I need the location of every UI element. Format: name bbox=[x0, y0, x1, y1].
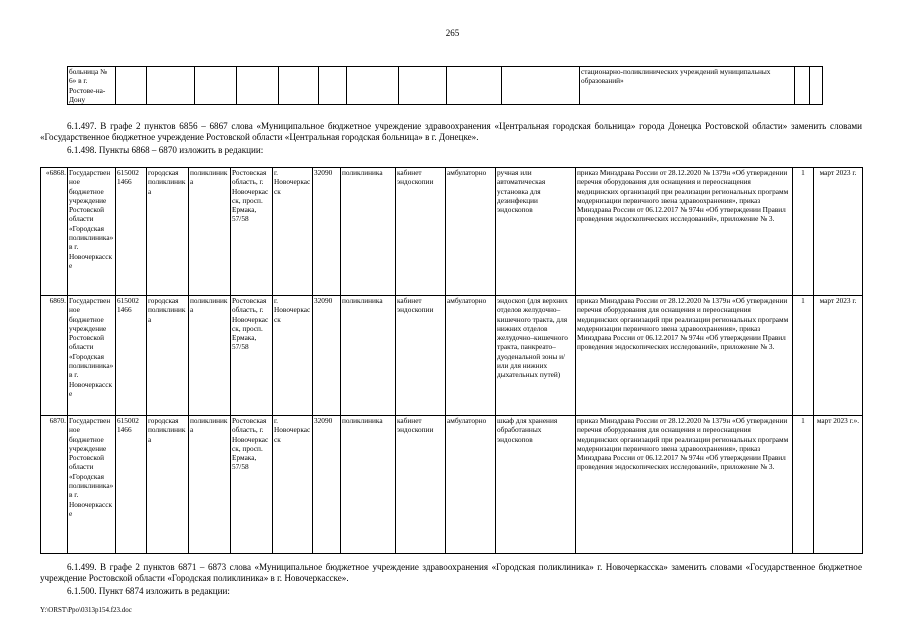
cell-equipment: ручная или автоматическая установка для дезинфекции эндоскопов bbox=[496, 168, 576, 296]
cell-equipment: эндоскоп (для верхних отделов желудочно–кишечного тракта, для нижних отделов желудочно–кишечного тракта, панкреато–дуоденальной зоны и/или для нижних дыхательных путей) bbox=[496, 296, 576, 416]
cell-zip: 32090 bbox=[313, 416, 341, 554]
cell-care-type: амбулаторно bbox=[446, 168, 496, 296]
cell-zip: 32090 bbox=[313, 168, 341, 296]
cell-unit: поликлиника bbox=[341, 416, 396, 554]
cell-address: Ростовская область, г. Новочеркасск, просп. Ермака, 57/58 bbox=[231, 168, 273, 296]
cell-room: кабинет эндоскопии bbox=[396, 168, 446, 296]
cell-zip: 32090 bbox=[313, 296, 341, 416]
cell-address: Ростовская область, г. Новочеркасск, просп. Ермака, 57/58 bbox=[231, 416, 273, 554]
paragraph-6-1-498: 6.1.498. Пункты 6868 – 6870 изложить в редакции: bbox=[67, 145, 264, 155]
cell-org: больница № 6» в г. Ростове-на-Дону bbox=[68, 67, 116, 105]
cell-organization: Государственное бюджетное учреждение Ростовской области «Городская поликлиника» в г. Новочеркасске bbox=[68, 168, 116, 296]
cell-order: стационарно-поликлинических учреждений муниципальных образований» bbox=[580, 67, 795, 105]
cell-order: приказ Минздрава России от 28.12.2020 № 1379н «Об утверждении перечня оборудования для оснащения и переоснащения медицинских организаций при реализации региональных программ модернизации первичного звена здравоохранения», приказ Минздрава России от 06.12.2017 № 974н «Об утверждении Правил проведения эндоскопических исследований», приложение № 3. bbox=[576, 416, 793, 554]
cell-quantity: 1 bbox=[793, 416, 814, 554]
cell-number: 6870. bbox=[41, 416, 68, 554]
file-path-footer: Y:\ORST\Ppo\0313p154.f23.doc bbox=[40, 606, 132, 614]
paragraph-6-1-499: 6.1.499. В графе 2 пунктов 6871 – 6873 слова «Муниципальное бюджетное учреждение здравоохранения «Городская поликлиника» г. Новочеркасска» заменить словами «Государственное бюджетное учреждение Ростовской области «Городская поликлиника» в г. Новочеркасске». bbox=[40, 562, 862, 584]
paragraph-6-1-497: 6.1.497. В графе 2 пунктов 6856 – 6867 слова «Муниципальное бюджетное учреждение здравоохранения «Центральная городская больница» города Донецка Ростовской области» заменить словами «Государственное бюджетное учреждение Ростовской области «Центральная городская больница» в г. Донецке». bbox=[40, 121, 862, 143]
paragraph-6-1-500: 6.1.500. Пункт 6874 изложить в редакции: bbox=[67, 586, 230, 596]
cell-organization: Государственное бюджетное учреждение Ростовской области «Городская поликлиника» в г. Новочеркасске bbox=[68, 296, 116, 416]
cell-care-type: амбулаторно bbox=[446, 416, 496, 554]
equipment-table bbox=[40, 167, 863, 554]
cell-unit: поликлиника bbox=[341, 296, 396, 416]
cell-quantity: 1 bbox=[793, 168, 814, 296]
cell-subtype: поликлиника bbox=[189, 168, 231, 296]
cell-city: г. Новочеркасск bbox=[273, 416, 313, 554]
cell-equipment: шкаф для хранения обработанных эндоскопов bbox=[496, 416, 576, 554]
cell-code: 615002 1466 bbox=[116, 296, 147, 416]
cell-date: март 2023 г.». bbox=[814, 416, 863, 554]
cell-subtype: поликлиника bbox=[189, 296, 231, 416]
cell-unit: поликлиника bbox=[341, 168, 396, 296]
cell-order: приказ Минздрава России от 28.12.2020 № 1379н «Об утверждении перечня оборудования для оснащения и переоснащения медицинских организаций при реализации региональных программ модернизации первичного звена здравоохранения», приказ Минздрава России от 06.12.2017 № 974н «Об утверждении Правил проведения эндоскопических исследований», приложение № 3. bbox=[576, 296, 793, 416]
cell-type: городская поликлиника bbox=[147, 168, 189, 296]
cell-date: март 2023 г. bbox=[814, 296, 863, 416]
cell-quantity: 1 bbox=[793, 296, 814, 416]
cell-number: «6868. bbox=[41, 168, 68, 296]
cell-date: март 2023 г. bbox=[814, 168, 863, 296]
cell-care-type: амбулаторно bbox=[446, 296, 496, 416]
table-row bbox=[41, 296, 863, 416]
cell-room: кабинет эндоскопии bbox=[396, 416, 446, 554]
table-row bbox=[41, 168, 863, 296]
cell-subtype: поликлиника bbox=[189, 416, 231, 554]
table-row bbox=[68, 67, 823, 105]
cell-address: Ростовская область, г. Новочеркасск, просп. Ермака, 57/58 bbox=[231, 296, 273, 416]
cell-number: 6869. bbox=[41, 296, 68, 416]
cell-type: городская поликлиника bbox=[147, 416, 189, 554]
cell-city: г. Новочеркасск bbox=[273, 168, 313, 296]
table-row bbox=[41, 416, 863, 554]
cell-organization: Государственное бюджетное учреждение Ростовской области «Городская поликлиника» в г. Новочеркасске bbox=[68, 416, 116, 554]
cell-room: кабинет эндоскопии bbox=[396, 296, 446, 416]
cell-code: 615002 1466 bbox=[116, 416, 147, 554]
continuation-table bbox=[67, 66, 823, 105]
cell-type: городская поликлиника bbox=[147, 296, 189, 416]
cell-city: г. Новочеркасск bbox=[273, 296, 313, 416]
cell-code: 615002 1466 bbox=[116, 168, 147, 296]
cell-order: приказ Минздрава России от 28.12.2020 № 1379н «Об утверждении перечня оборудования для оснащения и переоснащения медицинских организаций при реализации региональных программ модернизации первичного звена здравоохранения», приказ Минздрава России от 06.12.2017 № 974н «Об утверждении Правил проведения эндоскопических исследований», приложение № 3. bbox=[576, 168, 793, 296]
page-number: 265 bbox=[445, 28, 460, 38]
